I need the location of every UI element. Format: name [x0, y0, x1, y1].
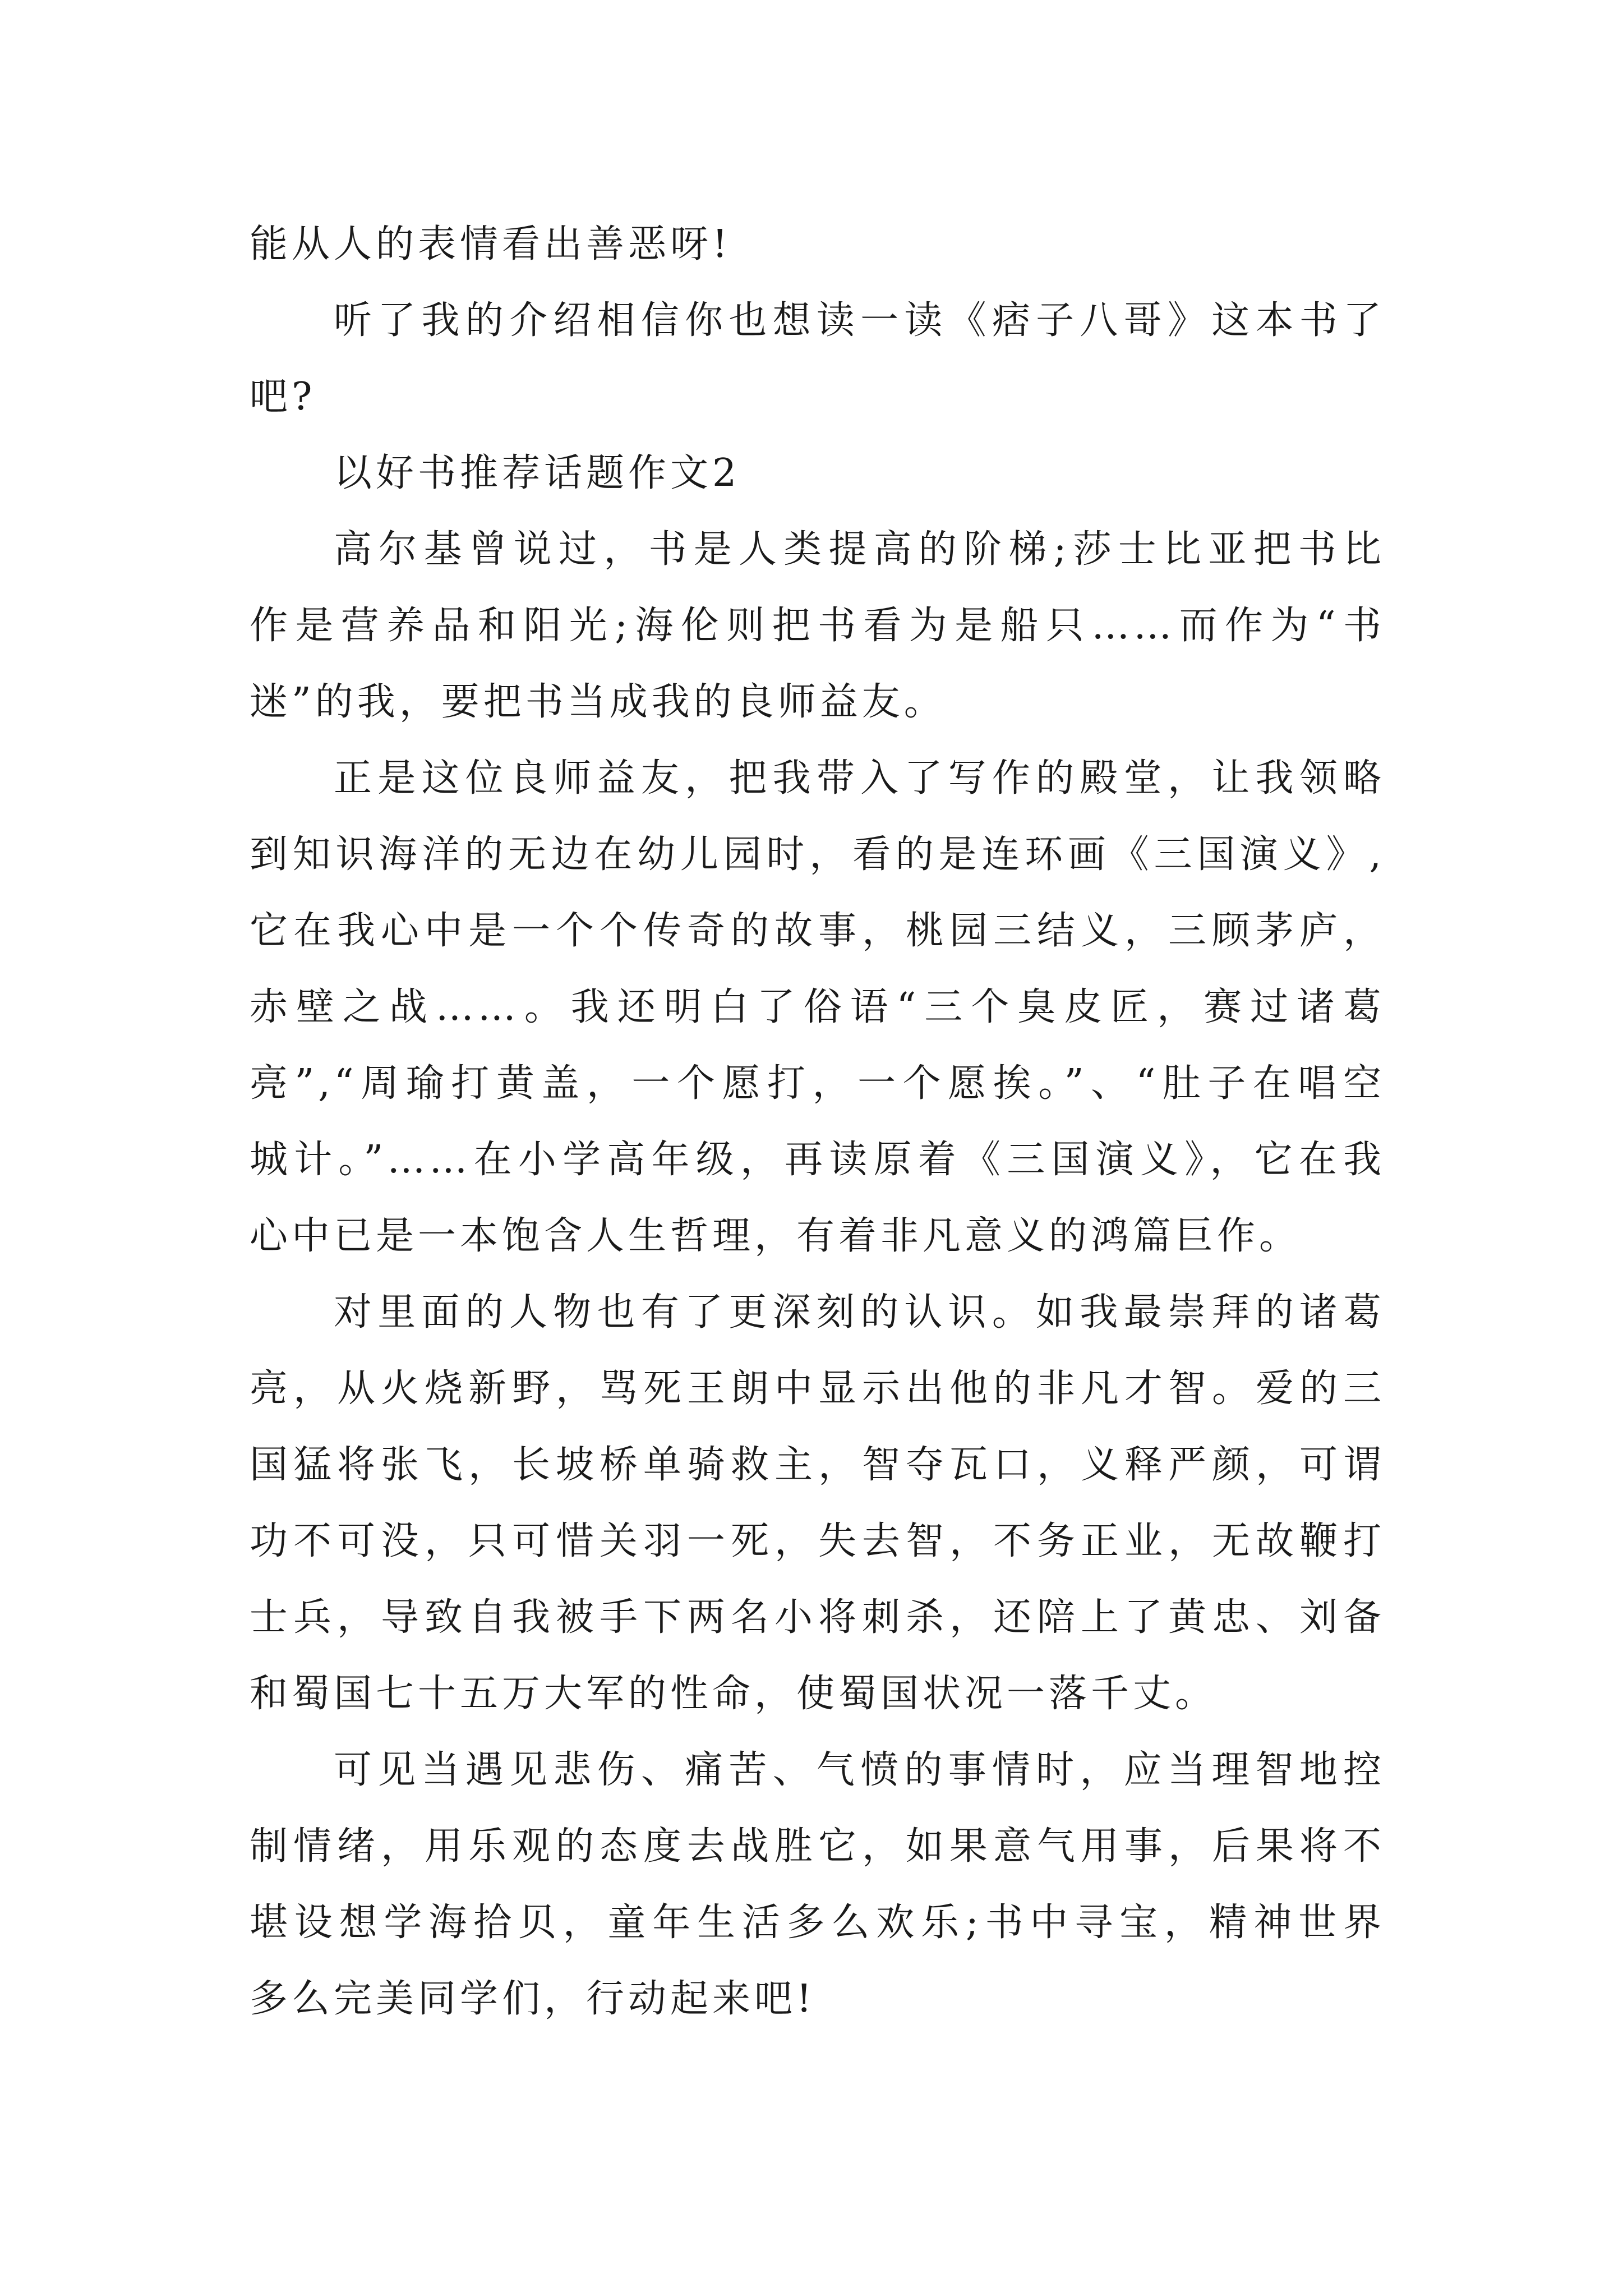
text-line: 堪设想学海拾贝，童年生活多么欢乐;书中寻宝，精神世界	[250, 1901, 1385, 1945]
text-line: 到知识海洋的无边在幼儿园时，看的是连环画《三国演义》,	[250, 832, 1385, 877]
text-line: 国猛将张飞，长坡桥单骑救主，智夺瓦口，义释严颜，可谓	[250, 1443, 1385, 1487]
text-line: 城计。”……在小学高年级，再读原着《三国演义》，它在我	[250, 1138, 1385, 1182]
paragraph-first-line: 听了我的介绍相信你也想读一读《痞子八哥》这本书了	[334, 298, 1385, 343]
text-line: 功不可没，只可惜关羽一死，失去智，不务正业，无故鞭打	[250, 1519, 1385, 1563]
text-line: 亮”,“周瑜打黄盖，一个愿打，一个愿挨。”、“肚子在唱空	[250, 1061, 1385, 1106]
section-heading: 以好书推荐话题作文2	[334, 451, 741, 495]
text-line: 赤壁之战……。我还明白了俗语“三个臭皮匠，赛过诸葛	[250, 985, 1385, 1029]
text-line: 它在我心中是一个个传奇的故事，桃园三结义，三顾茅庐，	[250, 909, 1385, 953]
document-page	[250, 206, 1385, 2037]
text-line: 作是营养品和阳光;海伦则把书看为是船只……而作为“书	[250, 604, 1385, 648]
text-line: 能从人的表情看出善恶呀!	[250, 222, 732, 266]
text-line: 制情绪，用乐观的态度去战胜它，如果意气用事，后果将不	[250, 1824, 1385, 1869]
text-line: 吧?	[250, 375, 316, 419]
text-line: 和蜀国七十五万大军的性命，使蜀国状况一落千丈。	[250, 1672, 1218, 1716]
paragraph-first-line: 可见当遇见悲伤、痛苦、气愤的事情时，应当理智地控	[334, 1748, 1385, 1792]
paragraph-first-line: 正是这位良师益友，把我带入了写作的殿堂，让我领略	[334, 756, 1385, 800]
paragraph-first-line: 对里面的人物也有了更深刻的认识。如我最崇拜的诸葛	[334, 1290, 1385, 1335]
text-line: 亮，从火烧新野，骂死王朗中显示出他的非凡才智。爱的三	[250, 1366, 1385, 1411]
paragraph-first-line: 高尔基曾说过，书是人类提高的阶梯;莎士比亚把书比	[334, 527, 1385, 572]
text-line: 心中已是一本饱含人生哲理，有着非凡意义的鸿篇巨作。	[250, 1214, 1302, 1258]
text-line: 士兵，导致自我被手下两名小将刺杀，还陪上了黄忠、刘备	[250, 1595, 1385, 1640]
text-line: 迷”的我，要把书当成我的良师益友。	[250, 680, 946, 724]
text-line: 多么完美同学们，行动起来吧!	[250, 1977, 816, 2021]
